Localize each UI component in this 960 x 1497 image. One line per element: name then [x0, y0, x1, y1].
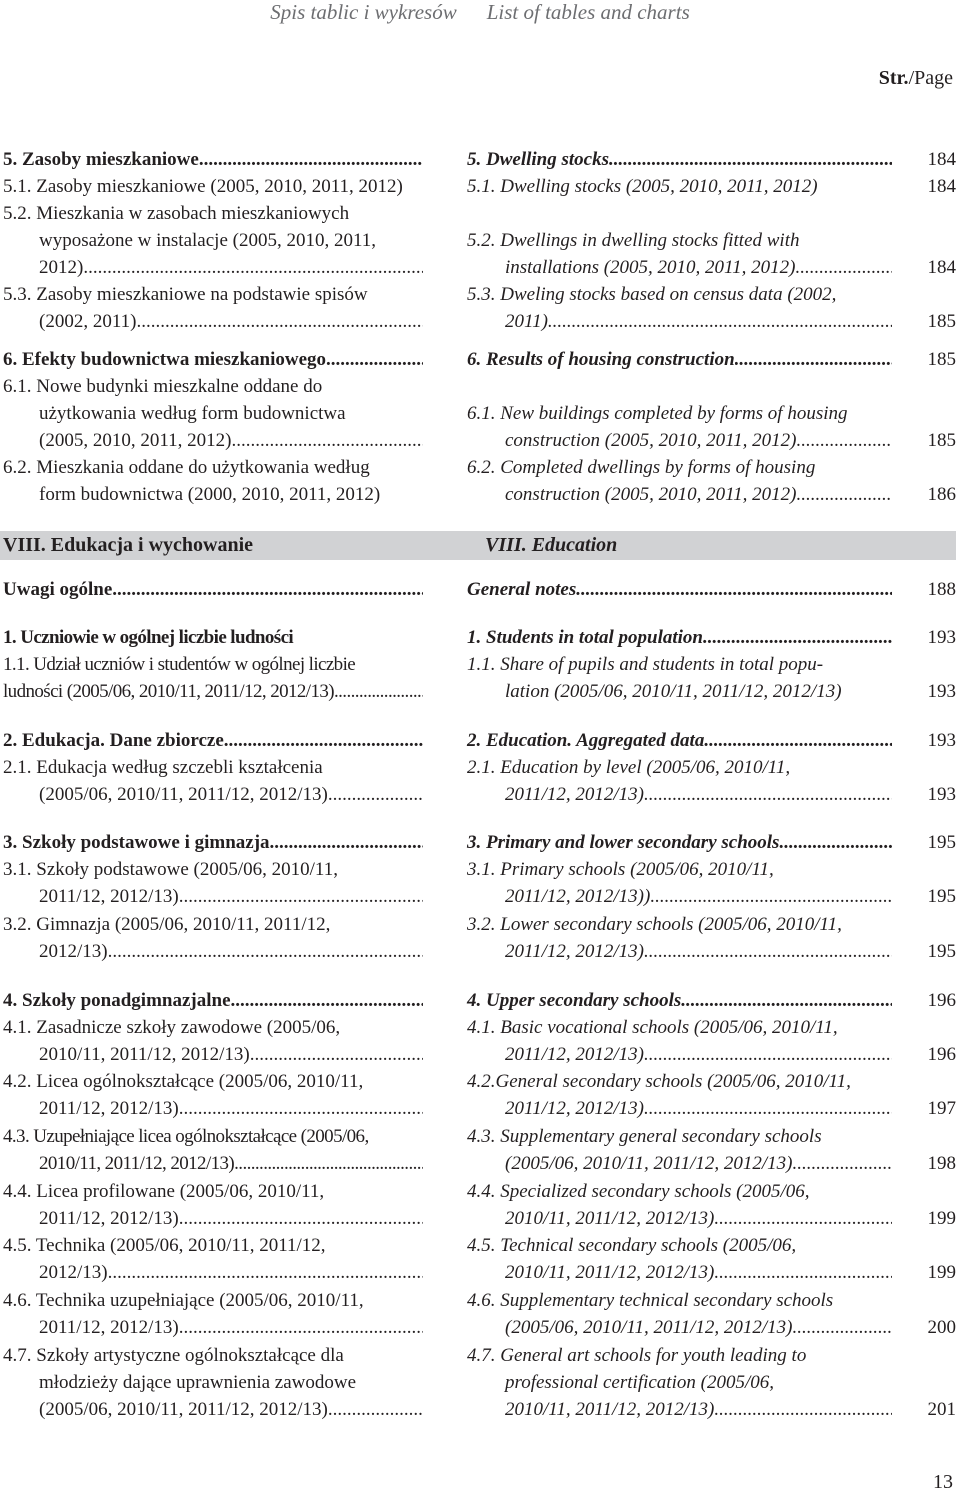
toc-page-number: 186 — [927, 484, 956, 505]
toc-entry-text: 2011/12, 2012/13) — [505, 941, 644, 962]
toc-entry-en — [467, 1014, 892, 1068]
toc-entry-text: 1.1. Udział uczniów i studentów w ogólnej liczbie — [3, 654, 356, 675]
toc-page-number: 184 — [927, 176, 956, 197]
toc-page-number: 184 — [927, 149, 956, 170]
dot-leader — [270, 829, 423, 856]
toc-entry-text: użytkowania według form budownictwa — [39, 403, 346, 424]
toc-entry-pl — [3, 911, 423, 965]
toc-entry-text: Uwagi ogólne — [3, 579, 113, 600]
toc-entry-text: 5.1. Zasoby mieszkaniowe (2005, 2010, 2011, 2012) — [3, 176, 403, 197]
dot-leader — [681, 987, 892, 1014]
toc-entry-text: 2010/11, 2011/12, 2012/13) — [39, 1044, 250, 1065]
dot-leader — [328, 1396, 423, 1423]
toc-page-number: 195 — [927, 941, 956, 962]
toc-entry-text: 2011/12, 2012/13) — [505, 784, 644, 805]
toc-entry-pl — [3, 454, 423, 508]
dot-leader — [328, 781, 423, 808]
toc-page-number: 193 — [927, 681, 956, 702]
toc-entry-en — [467, 173, 892, 200]
toc-entry-text: 6.2. Completed dwellings by forms of housing — [467, 457, 816, 478]
dot-leader — [548, 308, 892, 335]
toc-entry-text: 2011/12, 2012/13) — [39, 1317, 179, 1338]
toc-entry-text: 4.1. Zasadnicze szkoły zawodowe (2005/06, — [3, 1017, 341, 1038]
toc-entry-text: construction (2005, 2010, 2011, 2012) — [505, 430, 797, 451]
dot-leader — [179, 1205, 423, 1232]
toc-entry-text: 2.1. Edukacja według szczebli kształcenia — [3, 757, 323, 778]
toc-entry-text: 2010/11, 2011/12, 2012/13) — [505, 1262, 715, 1283]
toc-entry-en — [467, 911, 892, 965]
toc-entry-en — [467, 1068, 892, 1122]
toc-entry-text: (2002, 2011) — [39, 311, 137, 332]
toc-entry-pl — [3, 651, 423, 705]
toc-entry-text: 2011/12, 2012/13) — [39, 1098, 179, 1119]
toc-entry-pl — [3, 1068, 423, 1122]
toc-entry-text: ludności (2005/06, 2010/11, 2011/12, 2012/13) — [3, 681, 334, 702]
toc-entry-text: form budownictwa (2000, 2010, 2011, 2012) — [39, 484, 381, 505]
toc-page-number: 193 — [927, 730, 956, 751]
toc-page-number: 200 — [927, 1317, 956, 1338]
toc-entry-text: 2011/12, 2012/13) — [39, 886, 179, 907]
toc-page-number: 195 — [927, 832, 956, 853]
toc-entry-pl — [3, 200, 423, 281]
dot-leader — [644, 1041, 892, 1068]
toc-entry-text: 2012) — [39, 257, 84, 278]
dot-leader — [735, 346, 892, 373]
dot-leader — [234, 1150, 423, 1177]
dot-leader — [112, 576, 423, 603]
toc-entry-text: 4.2. Licea ogólnokształcące (2005/06, 2010/11, — [3, 1071, 364, 1092]
toc-entry-text: 2011/12, 2012/13) — [505, 1044, 644, 1065]
dot-leader — [703, 624, 892, 651]
toc-entry-text: 5.1. Dwelling stocks (2005, 2010, 2011, 2012) — [467, 176, 818, 197]
toc-entry-text: 3.2. Lower secondary schools (2005/06, 2010/11, — [467, 914, 842, 935]
dot-leader — [199, 146, 423, 173]
section-title-pl: VIII. Edukacja i wychowanie — [3, 534, 254, 556]
toc-entry-text: 1.1. Share of pupils and students in total popu- — [467, 654, 824, 675]
toc-entry-pl — [3, 1232, 423, 1286]
dot-leader — [576, 576, 892, 603]
toc-entry-pl — [3, 829, 423, 856]
toc-entry-text: 4.6. Technika uzupełniające (2005/06, 2010/11, — [3, 1290, 364, 1311]
toc-entry-pl — [3, 1287, 423, 1341]
toc-entry-en — [467, 373, 892, 454]
toc-entry-text: 6. Results of housing construction — [467, 349, 735, 370]
toc-entry-text: 4.5. Technical secondary schools (2005/06, — [467, 1235, 797, 1256]
dot-leader — [792, 1314, 892, 1341]
dot-leader — [714, 1396, 892, 1423]
toc-entry-text: installations (2005, 2010, 2011, 2012) — [505, 257, 796, 278]
toc-entry-text: młodzieży dające uprawnienia zawodowe — [39, 1372, 357, 1393]
toc-entry-text: 2012/13) — [39, 941, 108, 962]
toc-entry-text: 2010/11, 2011/12, 2012/13) — [39, 1153, 235, 1174]
toc-entry-en — [467, 624, 892, 651]
toc-entry-en — [467, 200, 892, 281]
dot-leader — [650, 883, 892, 910]
toc-entry-pl — [3, 146, 423, 173]
toc-entry-text: 4.1. Basic vocational schools (2005/06, 2010/11, — [467, 1017, 838, 1038]
toc-entry-text: 4.3. Supplementary general secondary schools — [467, 1126, 822, 1147]
dot-leader — [231, 987, 423, 1014]
toc-entry-en — [467, 281, 892, 335]
toc-page-number: 201 — [927, 1399, 956, 1420]
toc-entry-pl — [3, 173, 423, 200]
dot-leader — [704, 727, 892, 754]
toc-entry-text: 3. Primary and lower secondary schools — [467, 832, 780, 853]
toc-entry-text: 2011/12, 2012/13) — [39, 1208, 179, 1229]
dot-leader — [609, 146, 892, 173]
toc-entry-en — [467, 346, 892, 373]
toc-entry-en — [467, 1287, 892, 1341]
toc-page-number: 185 — [927, 430, 956, 451]
toc-entry-text: (2005/06, 2010/11, 2011/12, 2012/13) — [39, 784, 328, 805]
page-number: 13 — [933, 1471, 953, 1493]
toc-entry-text: 3.2. Gimnazja (2005/06, 2010/11, 2011/12, — [3, 914, 331, 935]
toc-entry-en — [467, 856, 892, 910]
toc-page-number: 184 — [927, 257, 956, 278]
toc-entry-text: (2005/06, 2010/11, 2011/12, 2012/13) — [505, 1317, 793, 1338]
toc-entry-en — [467, 1123, 892, 1177]
toc-page-number: 198 — [927, 1153, 956, 1174]
toc-entry-pl — [3, 987, 423, 1014]
toc-entry-en — [467, 1178, 892, 1232]
dot-leader — [224, 727, 423, 754]
toc-entry-text: 2.1. Education by level (2005/06, 2010/11, — [467, 757, 791, 778]
page-column-heading — [879, 66, 953, 90]
toc-entry-en — [467, 727, 892, 754]
toc-entry-text: construction (2005, 2010, 2011, 2012) — [505, 484, 797, 505]
toc-entry-text: 4.4. Licea profilowane (2005/06, 2010/11, — [3, 1181, 325, 1202]
toc-entry-text: 4.7. Szkoły artystyczne ogólnokształcące dla — [3, 1345, 344, 1366]
toc-entry-pl — [3, 856, 423, 910]
str-label: Str. — [878, 67, 909, 89]
toc-entry-pl — [3, 1014, 423, 1068]
toc-entry-text: lation (2005/06, 2010/11, 2011/12, 2012/13) — [505, 681, 842, 702]
toc-entry-en — [467, 754, 892, 808]
dot-leader — [714, 1259, 892, 1286]
toc-entry-text: 1. Uczniowie w ogólnej liczbie ludności — [3, 627, 294, 648]
toc-entry-text: 4.3. Uzupełniające licea ogólnokształcące (2005/06, — [3, 1126, 369, 1147]
dot-leader — [795, 254, 892, 281]
toc-entry-text: professional certification (2005/06, — [505, 1372, 774, 1393]
toc-entry-text: 3.1. Primary schools (2005/06, 2010/11, — [467, 859, 774, 880]
toc-page-number: 185 — [927, 349, 956, 370]
toc-entry-pl — [3, 1342, 423, 1423]
dot-leader — [250, 1041, 423, 1068]
dot-leader — [136, 308, 423, 335]
toc-entry-text: 2012/13) — [39, 1262, 108, 1283]
toc-entry-text: 5.2. Mieszkania w zasobach mieszkaniowych — [3, 203, 350, 224]
toc-entry-text: 3.1. Szkoły podstawowe (2005/06, 2010/11, — [3, 859, 338, 880]
toc-entry-en — [467, 1342, 892, 1423]
toc-entry-pl — [3, 346, 423, 373]
toc-entry-text: (2005, 2010, 2011, 2012) — [39, 430, 232, 451]
toc-page-number: 193 — [927, 784, 956, 805]
header-title-en: List of tables and charts — [486, 0, 690, 24]
toc-entry-text: 4. Szkoły ponadgimnazjalne — [3, 990, 231, 1011]
toc-entry-text: 4. Upper secondary schools — [467, 990, 682, 1011]
toc-entry-text: 5. Dwelling stocks — [467, 149, 609, 170]
toc-entry-text: 2. Education. Aggregated data — [467, 730, 705, 751]
toc-entry-text: 2011/12, 2012/13)) — [505, 886, 651, 907]
dot-leader — [326, 346, 423, 373]
toc-entry-pl — [3, 373, 423, 454]
toc-entry-pl — [3, 624, 423, 651]
dot-leader — [792, 1150, 892, 1177]
toc-entry-en — [467, 454, 892, 508]
toc-entry-text: 5.3. Dweling stocks based on census data (2002, — [467, 284, 837, 305]
dot-leader — [83, 254, 423, 281]
toc-entry-en — [467, 987, 892, 1014]
toc-page-number: 193 — [927, 627, 956, 648]
dot-leader — [108, 938, 423, 965]
toc-page-number: 185 — [927, 311, 956, 332]
toc-page-number: 195 — [927, 886, 956, 907]
toc-entry-text: 2. Edukacja. Dane zbiorcze — [3, 730, 224, 751]
dot-leader — [179, 883, 423, 910]
toc-entry-pl — [3, 576, 423, 603]
dot-leader — [714, 1205, 892, 1232]
toc-entry-text: wyposażone w instalacje (2005, 2010, 2011, — [39, 230, 376, 251]
dot-leader — [179, 1314, 423, 1341]
toc-entry-en — [467, 829, 892, 856]
dot-leader — [108, 1259, 423, 1286]
toc-entry-text: 6. Efekty budownictwa mieszkaniowego — [3, 349, 327, 370]
dot-leader — [231, 427, 423, 454]
toc-entry-text: 6.2. Mieszkania oddane do użytkowania według — [3, 457, 370, 478]
toc-entry-pl — [3, 1123, 423, 1177]
toc-entry-text: 6.1. New buildings completed by forms of housing — [467, 403, 848, 424]
toc-entry-text: (2005/06, 2010/11, 2011/12, 2012/13) — [39, 1399, 328, 1420]
toc-entry-text: 4.5. Technika (2005/06, 2010/11, 2011/12, — [3, 1235, 326, 1256]
dot-leader — [334, 678, 423, 705]
dot-leader — [779, 829, 892, 856]
toc-page-number: 199 — [927, 1262, 956, 1283]
toc-page-number: 196 — [927, 990, 956, 1011]
toc-entry-pl — [3, 281, 423, 335]
toc-entry-text: 3. Szkoły podstawowe i gimnazja — [3, 832, 270, 853]
page-label: /Page — [908, 67, 953, 89]
section-bar — [0, 531, 956, 560]
toc-entry-text: 2010/11, 2011/12, 2012/13) — [505, 1399, 715, 1420]
toc-entry-text: 5. Zasoby mieszkaniowe — [3, 149, 199, 170]
dot-leader — [644, 1095, 892, 1122]
dot-leader — [797, 427, 893, 454]
toc-entry-text: 4.4. Specialized secondary schools (2005/06, — [467, 1181, 810, 1202]
toc-entry-text: 1. Students in total population — [467, 627, 703, 648]
toc-entry-en — [467, 1232, 892, 1286]
toc-entry-pl — [3, 1178, 423, 1232]
toc-entry-text: General notes — [467, 579, 577, 600]
toc-page-number: 199 — [927, 1208, 956, 1229]
toc-entry-en — [467, 576, 892, 603]
toc-entry-text: (2005/06, 2010/11, 2011/12, 2012/13) — [505, 1153, 793, 1174]
toc-entry-pl — [3, 754, 423, 808]
dot-leader — [797, 481, 893, 508]
toc-entry-text: 2010/11, 2011/12, 2012/13) — [505, 1208, 715, 1229]
dot-leader — [179, 1095, 423, 1122]
header-title-pl: Spis tablic i wykresów — [270, 0, 457, 24]
toc-entry-text: 2011) — [505, 311, 548, 332]
section-title-en: VIII. Education — [485, 534, 618, 556]
page-header — [0, 0, 960, 24]
dot-leader — [644, 938, 892, 965]
dot-leader — [644, 781, 892, 808]
toc-page-number: 197 — [927, 1098, 956, 1119]
toc-entry-text: 4.7. General art schools for youth leading to — [467, 1345, 807, 1366]
toc-entry-en — [467, 146, 892, 173]
toc-entry-en — [467, 651, 892, 705]
toc-page-number: 196 — [927, 1044, 956, 1065]
toc-page-number: 188 — [927, 579, 956, 600]
toc-entry-text: 6.1. Nowe budynki mieszkalne oddane do — [3, 376, 323, 397]
toc-entry-text: 2011/12, 2012/13) — [505, 1098, 644, 1119]
toc-entry-text: 4.6. Supplementary technical secondary schools — [467, 1290, 834, 1311]
toc-entry-text: 4.2.General secondary schools (2005/06, 2010/11, — [467, 1071, 851, 1092]
toc-entry-text: 5.3. Zasoby mieszkaniowe na podstawie spisów — [3, 284, 368, 305]
toc-entry-pl — [3, 727, 423, 754]
toc-entry-text: 5.2. Dwellings in dwelling stocks fitted with — [467, 230, 800, 251]
